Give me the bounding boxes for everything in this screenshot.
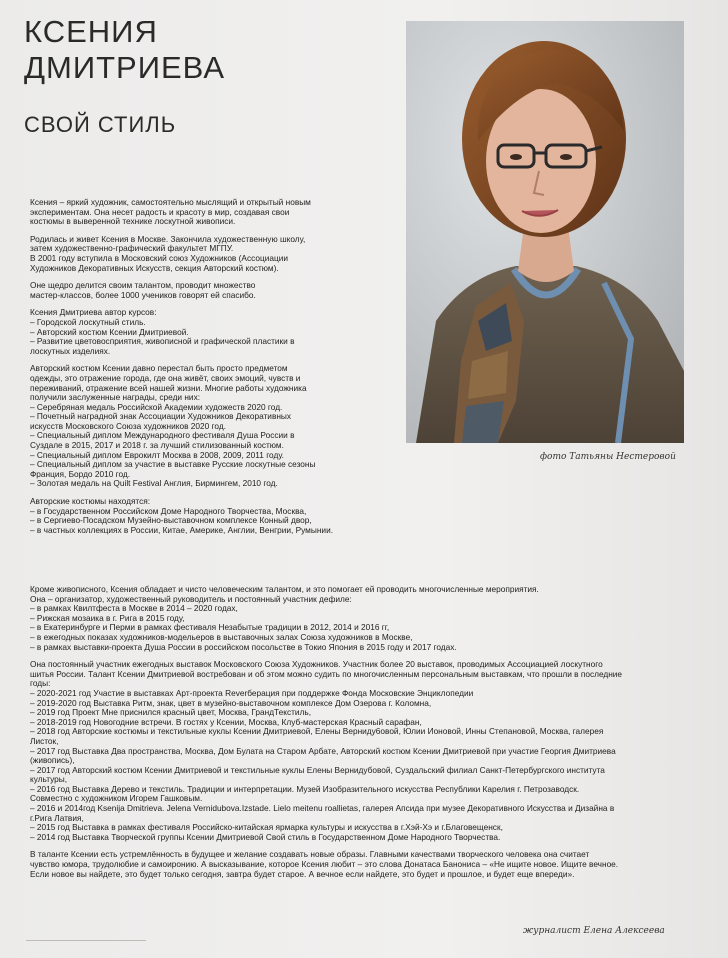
wide-text-line: – в ежегодных показах художников-модельеров в выставочных залах Союза художников в Москве, — [30, 631, 413, 642]
intro-text-line: мастер-классов, более 1000 учеников говорят ей спасибо. — [30, 289, 256, 300]
wide-text-line: чувство юмора, трудолюбие и самоиронию. А высказывание, которое Ксения любит – это слова Донатаса Банониса – «Не ищите новое. Ищите вечное. — [30, 859, 619, 870]
wide-text-line: (живопись), — [30, 755, 75, 766]
intro-text-line: – в Сергиево-Посадском Музейно-выставочном комплексе Конный двор, — [30, 515, 312, 526]
intro-text-line: получили заслуженные награды, среди них: — [30, 392, 201, 403]
wide-text-line: Совместно с художником Игорем Гашковым. — [30, 793, 203, 804]
portrait-illustration — [406, 21, 684, 443]
wide-text-line: Она постоянный участник ежегодных выставок Московского Союза Художников. Участник более 20 выставок, проводимых Ассоциацией лоскутного — [30, 659, 603, 670]
intro-text-line: Оне щедро делится своим талантом, проводит множество — [30, 280, 256, 291]
intro-text-line: переживаний, отражение всей нашей жизни. Многие работы художника — [30, 382, 307, 393]
intro-text-line: – Городской лоскутный стиль. — [30, 316, 146, 327]
artist-portrait-photo — [406, 21, 684, 443]
intro-paragraph — [30, 281, 352, 300]
intro-paragraph — [30, 235, 352, 273]
intro-text-line: лоскутных изделиях. — [30, 345, 111, 356]
intro-text-line: – Специальный диплом Еврокилт Москва в 2008, 2009, 2011 году. — [30, 449, 284, 460]
wide-text-line: Если новое вы найдете, это будет только сегодня, завтра будет старое. А вечное если найдете, это будет и прошлое, и будет еще впереди». — [30, 868, 575, 879]
article-subtitle: СВОЙ СТИЛЬ — [24, 112, 177, 137]
wide-text-line: – в рамках Квилтфеста в Москве в 2014 – 2020 годах, — [30, 603, 238, 614]
wide-text-line: – 2019-2020 год Выставка Ритм, знак, цвет в музейно-выставочном комплексе Дом Озерова г. Коломна, — [30, 697, 432, 708]
wide-text-line: Кроме живописного, Ксения обладает и чисто человеческим талантом, и это помогает ей проводить многочисленные мероприятия. — [30, 584, 539, 594]
intro-text-line: – Специальный диплом за участие в выставке Русские лоскутные сезоны — [30, 459, 316, 470]
wide-text-line: – 2016 год Выставка Дерево и текстиль. Традиции и интерпретации. Музей Изобразительного искусства Республики Карелия г. Петрозаводск. — [30, 783, 580, 794]
intro-text-line: Франция, Бордо 2010 год. — [30, 468, 131, 479]
intro-text-line: В 2001 году вступила в Московский союз Художников (Ассоциации — [30, 252, 288, 263]
intro-text-line: – в Государственном Российском Доме Народного Творчества, Москва, — [30, 505, 307, 516]
intro-text-line: Ксения Дмитриева автор курсов: — [30, 307, 157, 318]
wide-text-line: – 2014 год Выставка Творческой группы Ксении Дмитриевой Свой стиль в Государственном Доме Народного Творчества. — [30, 831, 501, 842]
wide-text-line: – 2018 год Авторские костюмы и текстильные куклы Ксении Дмитриевой, Елены Верниду6овой, Юлии Ионовой, Инны Степановой, Москва, галерея — [30, 726, 604, 737]
artist-first-name: КСЕНИЯ — [24, 14, 158, 49]
wide-text-line: шитья России. Талант Ксении Дмитриевой востребован и об этом можно судить по многочисленным персональным выставкам, что прошли в последние — [30, 668, 623, 679]
wide-text-line: – 2016 и 2014год Ksenija Dmitrieva. Jelena Vernidubova.Izstade. Lielo meitenu roallietas, галерея Апсида при музее Декоративного Искусства и Дизайна в — [30, 803, 615, 814]
intro-text-line: искусств Московского Союза художников 2020 год. — [30, 420, 226, 431]
artist-last-name: ДМИТРИЕВА — [24, 50, 225, 85]
wide-text-line: годы: — [30, 678, 51, 689]
wide-text-line: – в рамках выставки-проекта Душа России в российском посольстве в Токио Япония в 2015 году и 2017 годах. — [30, 641, 457, 652]
wide-text-line: г.Рига Латвия, — [30, 812, 84, 823]
intro-text-line: Авторский костюм Ксении давно перестал быть просто предметом — [30, 363, 288, 374]
intro-text-line: Художников Декоративных Искусств, секция Авторский костюм). — [30, 262, 279, 273]
intro-text-line: одежды, это отражение города, где она живёт, своих эмоций, чувств и — [30, 372, 301, 383]
intro-text-line: Авторские костюмы находятся: — [30, 496, 151, 507]
artist-name-heading — [24, 14, 225, 86]
intro-text-line: – Авторский костюм Ксении Дмитриевой. — [30, 326, 189, 337]
wide-paragraph — [30, 850, 720, 879]
intro-text-line: Ксения – яркий художник, самостоятельно мыслящий и открытый новым — [30, 197, 311, 207]
wide-paragraph — [30, 585, 720, 652]
wide-text-line: культуры, — [30, 774, 68, 785]
intro-text-line: – Золотая медаль на Quilt Festival Англия, Бирмингем, 2010 год. — [30, 478, 278, 489]
intro-text-line: – Почетный наградной знак Ассоциации Художников Декоративных — [30, 411, 292, 422]
footer-rule — [26, 940, 146, 941]
intro-text-line: – Развитие цветовосприятия, живописной и графической пластики в — [30, 336, 295, 347]
wide-text-line: – 2020-2021 год Участие в выставках Арт-проекта Reverберация при поддержке Фонда Московские Энциклопедии — [30, 687, 474, 698]
intro-text-line: – Специальный диплом Международного фестиваля Душа России в — [30, 430, 295, 441]
wide-text-block — [30, 585, 720, 879]
wide-text-line: – 2017 год Авторский костюм Ксении Дмитриевой и текстильные куклы Елены Вернидубовой, Суздальский филиал Санкт-Петербургского института — [30, 764, 605, 775]
intro-text-line: экспериментам. Она несет радость и красоту в мир, создавая свои — [30, 206, 290, 217]
article-author: журналист Елена Алексеева — [523, 926, 665, 936]
intro-text-line: Суздале в 2015, 2017 и 2018 г. за лучший стилизованный костюм. — [30, 440, 284, 451]
wide-text-line: В таланте Ксении есть устремлённость в будущее и желание создавать новые образы. Главными качествами творческого человека она считает — [30, 849, 590, 860]
wide-text-line: – Рижская мозаика в г. Рига в 2015 году, — [30, 612, 185, 623]
intro-text-line: – Серебряная медаль Российской Академии художеств 2020 год. — [30, 401, 283, 412]
intro-text-line: – в частных коллекциях в России, Китае, Америке, Англии, Венгрии, Румынии. — [30, 524, 334, 535]
intro-paragraph — [30, 198, 352, 227]
intro-text-line: Родилась и живет Ксения в Москве. Закончила художественную школу, — [30, 233, 306, 244]
wide-paragraph — [30, 660, 720, 842]
intro-paragraph — [30, 497, 352, 535]
wide-text-line: Она – организатор, художественный руководитель и постоянный участник дефиле: — [30, 593, 352, 604]
photo-credit: фото Татьяны Нестеровой — [540, 452, 676, 462]
intro-paragraph — [30, 308, 352, 356]
wide-text-line: Листок, — [30, 735, 59, 746]
intro-paragraph — [30, 364, 352, 489]
intro-column — [30, 198, 352, 535]
wide-text-line: – 2018-2019 год Новогодние встречи. В гостях у Ксении, Москва, Клуб-мастерская Красный сарафан, — [30, 716, 422, 727]
wide-text-line: – в Екатеринбурге и Перми в рамках фестиваля Незабытые традиции в 2012, 2014 и 2016 гг, — [30, 622, 390, 633]
intro-text-line: затем художественно-графический факультет МГПУ. — [30, 243, 234, 254]
wide-text-line: – 2019 год Проект Мне приснился красный цвет, Москва, ГрандТекстиль, — [30, 707, 312, 718]
wide-text-line: – 2015 год Выставка в рамках фестиваля Российско-китайская ярмарка культуры и искусства в г.Хэй-Хэ и г.Благовещенск, — [30, 822, 503, 833]
intro-text-line: костюмы в выверенной технике лоскутной живописи. — [30, 216, 236, 227]
wide-text-line: – 2017 год Выставка Два пространства, Москва, Дом Булата на Старом Арбате, Авторский костюм Ксении Дмитриевой при участие Георгия Дмитриева — [30, 745, 616, 756]
